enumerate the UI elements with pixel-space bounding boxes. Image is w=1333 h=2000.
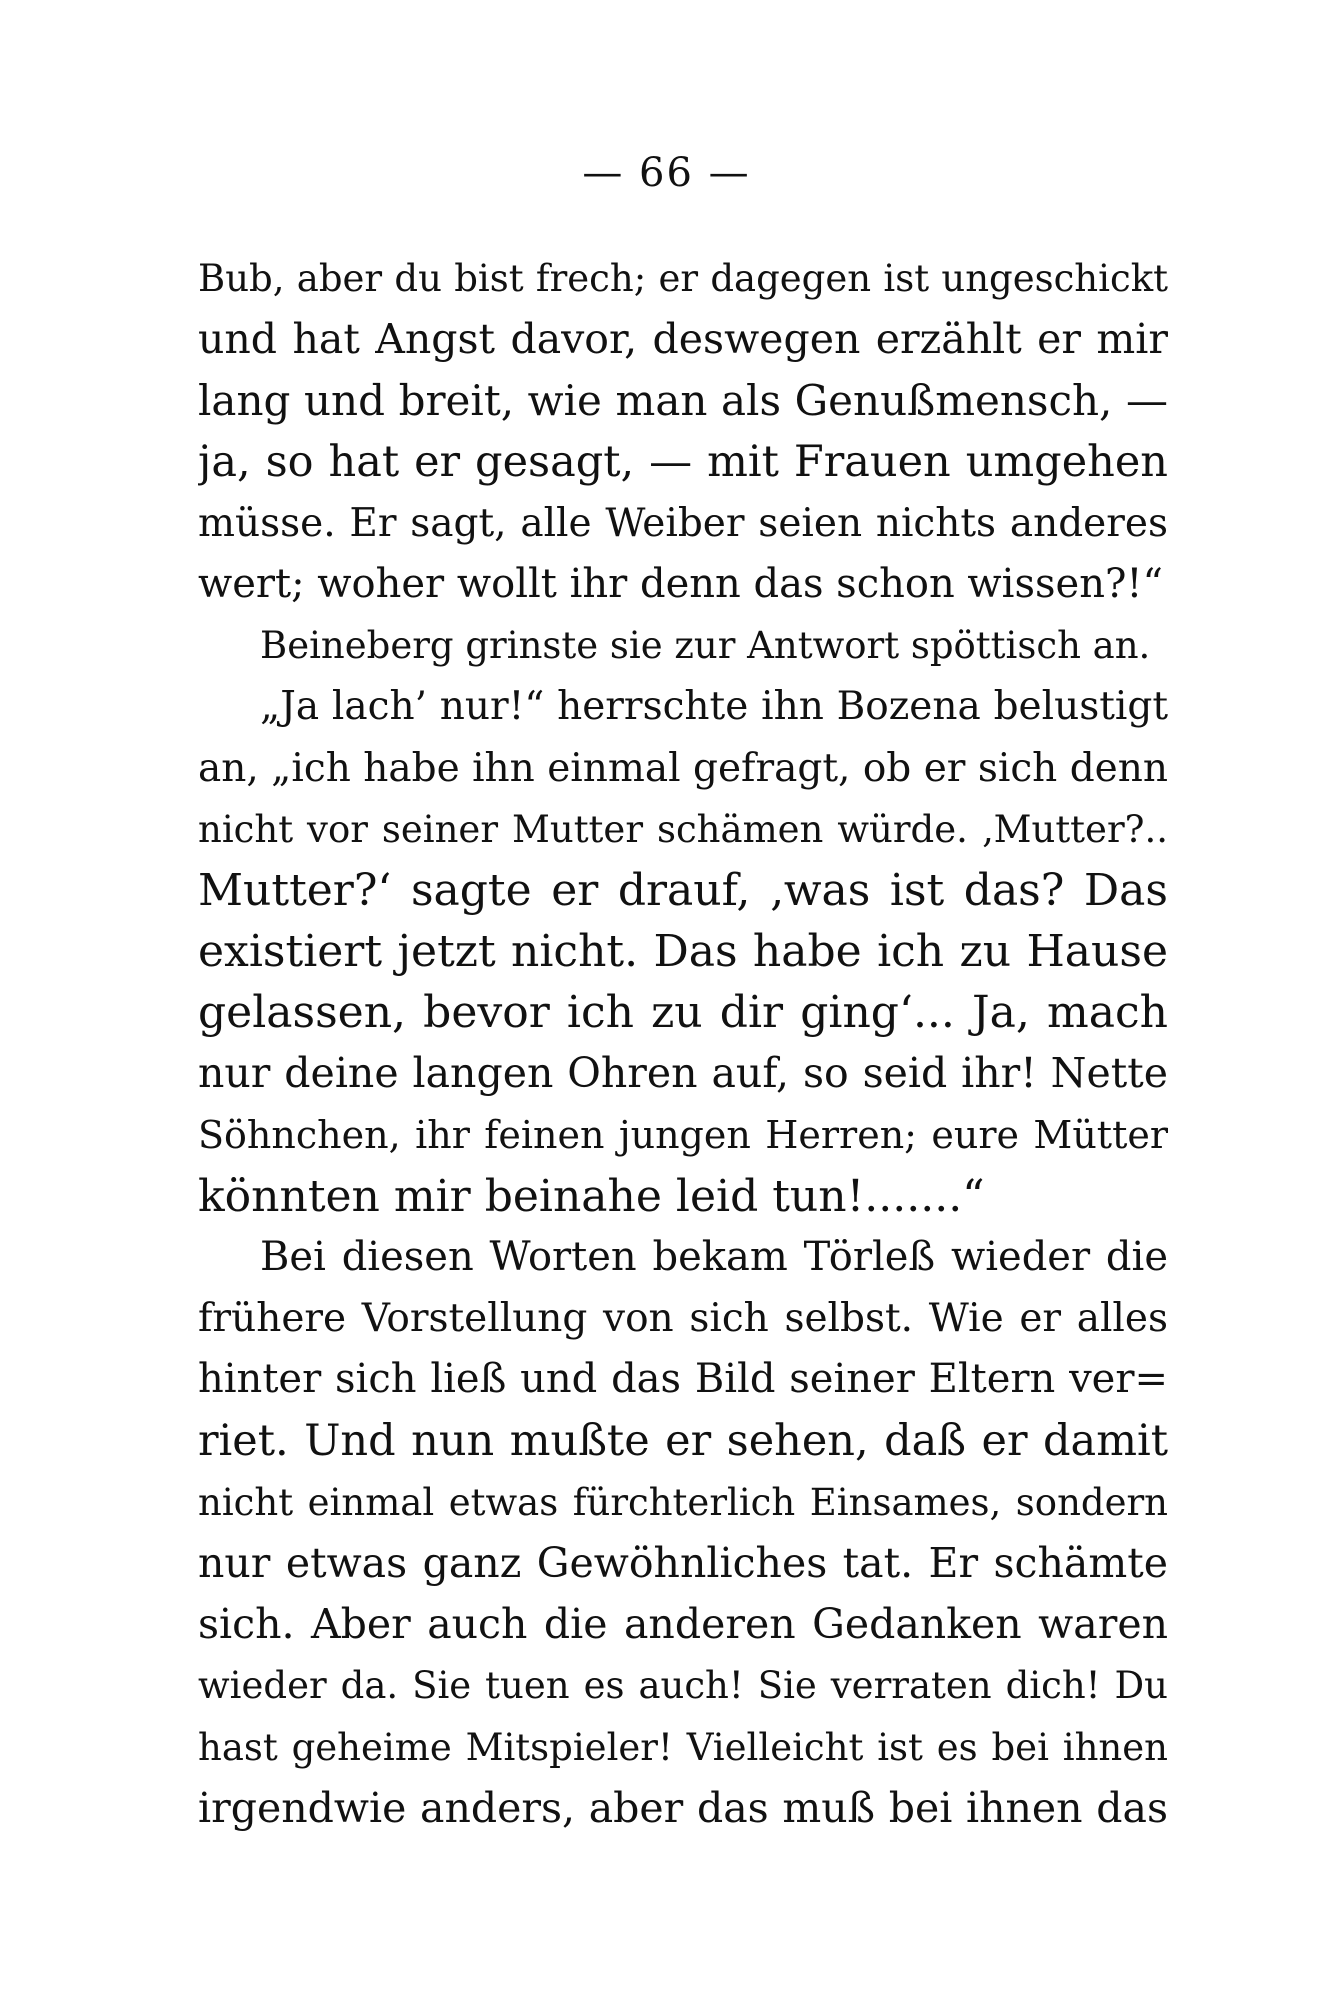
text-line: ja, so hat er gesagt, — mit Frauen umgehen: [198, 436, 1168, 487]
body-text: [198, 248, 1168, 1839]
text-line: hast geheime Mitspieler! Vielleicht ist es bei ihnen: [198, 1725, 1168, 1769]
text-line: irgendwie anders, aber das muß bei ihnen das: [198, 1783, 1168, 1832]
page-number: — 66 —: [582, 150, 751, 196]
text-line: gelassen, bevor ich zu dir ging‘... Ja, mach: [198, 987, 1168, 1039]
text-line: nur deine langen Ohren auf, so seid ihr! Nette: [198, 1049, 1168, 1098]
text-line: „Ja lach’ nur!“ herrschte ihn Bozena belustigt: [260, 684, 1168, 730]
text-line: müsse. Er sagt, alle Weiber seien nichts anderes: [198, 500, 1168, 546]
text-line: Beineberg grinste sie zur Antwort spöttisch an.: [260, 624, 1151, 668]
text-line: wert; woher wollt ihr denn das schon wissen?!“: [198, 560, 1163, 607]
text-line: lang und breit, wie man als Genußmensch, —: [198, 376, 1168, 426]
text-line: frühere Vorstellung von sich selbst. Wie er alles: [198, 1296, 1168, 1342]
text-line: Bei diesen Worten bekam Törleß wieder die: [260, 1234, 1168, 1280]
text-line: Bub, aber du bist frech; er dagegen ist ungeschickt: [198, 257, 1168, 300]
text-line: Söhnchen, ihr feinen jungen Herren; eure Mütter: [198, 1112, 1168, 1157]
text-line: hinter sich ließ und das Bild seiner Eltern ver=: [198, 1356, 1168, 1403]
text-line: sich. Aber auch die anderen Gedanken waren: [198, 1600, 1168, 1649]
text-line: nur etwas ganz Gewöhnliches tat. Er schämte: [198, 1538, 1168, 1587]
text-line: Mutter?‘ sagte er drauf, ‚was ist das? Das: [198, 864, 1168, 916]
text-line: und hat Angst davor, deswegen erzählt er mir: [198, 315, 1168, 364]
text-line: nicht einmal etwas fürchterlich Einsames, sondern: [198, 1480, 1168, 1524]
text-line: an, „ich habe ihn einmal gefragt, ob er sich denn: [198, 745, 1168, 791]
text-line: existiert jetzt nicht. Das habe ich zu Hause: [198, 926, 1168, 978]
text-line: riet. Und nun mußte er sehen, daß er damit: [198, 1415, 1168, 1466]
text-line: könnten mir beinahe leid tun!.......“: [198, 1170, 985, 1222]
text-line: nicht vor seiner Mutter schämen würde. ‚Mutter?..: [198, 807, 1168, 851]
text-line: wieder da. Sie tuen es auch! Sie verraten dich! Du: [198, 1664, 1168, 1708]
